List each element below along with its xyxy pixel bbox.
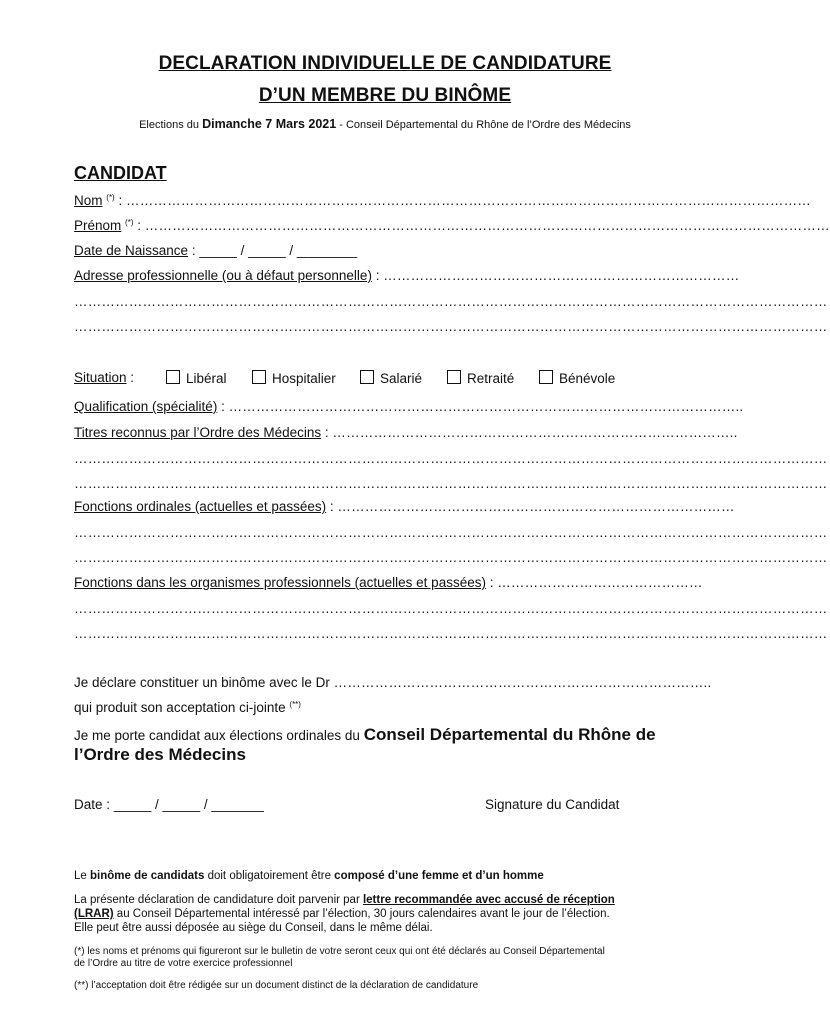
titres-line-2[interactable]: …………………………………………………………………………………………………………………………………………………	[74, 451, 828, 466]
checkbox-hospitalier[interactable]	[252, 370, 266, 384]
nom-label: Nom	[74, 193, 103, 208]
situation-label: Situation	[74, 370, 127, 385]
date-naissance-field[interactable]	[74, 243, 686, 258]
fonctions-colon: :	[326, 499, 338, 514]
fonctions-ordinales-dots: ……………………………………………………………………………	[337, 499, 735, 514]
fonctions-organismes-line-2[interactable]: …………………………………………………………………………………………………………………………………………………	[74, 601, 828, 616]
option-benevole-label: Bénévole	[559, 371, 616, 386]
qualification-field[interactable]	[74, 399, 744, 414]
nom-mark: (*)	[106, 193, 115, 202]
titres-label: Titres reconnus par l’Ordre des Médecins	[74, 425, 322, 440]
binome-note-mid: doit obligatoirement être	[204, 870, 335, 882]
titres-colon: :	[321, 425, 333, 440]
title-line-2: D’UN MEMBRE DU BINÔME	[258, 85, 512, 106]
titres-field[interactable]	[74, 425, 738, 440]
lrar-bold-2: (LRAR)	[74, 908, 114, 920]
fonctions-organismes-field[interactable]	[74, 575, 703, 590]
binome-dots: ………………………………………………………………………..	[333, 675, 712, 690]
checkbox-benevole[interactable]	[539, 370, 553, 384]
signature-label: Signature du Candidat	[485, 797, 620, 812]
checkbox-retraite[interactable]	[447, 370, 461, 384]
candidature-line-1	[74, 725, 686, 745]
situation-option-benevole[interactable]	[539, 370, 615, 386]
fonctions-organismes-line-3[interactable]: …………………………………………………………………………………………………………………………………………………	[74, 626, 828, 641]
section-title-candidat: CANDIDAT	[74, 163, 167, 183]
situation-colon: :	[126, 370, 135, 385]
prenom-mark: (*)	[125, 218, 134, 227]
organismes-colon: :	[485, 575, 498, 590]
prenom-dots: ……………………………………………………………………………………………………………………………………	[144, 218, 830, 233]
fonctions-ordinales-label: Fonctions ordinales (actuelles et passées)	[74, 499, 327, 514]
option-hospitalier-label: Hospitalier	[272, 371, 336, 386]
subtitle-prefix: Elections du	[139, 119, 203, 131]
adresse-colon: :	[371, 268, 384, 283]
fonctions-organismes-label: Fonctions dans les organismes professionnels (actuelles et passées)	[74, 575, 486, 590]
lrar-prefix: La présente déclaration de candidature doit parvenir par	[74, 894, 363, 906]
fonctions-ordinales-line-2[interactable]: …………………………………………………………………………………………………………………………………………………	[74, 525, 828, 540]
conseil-name-2: l’Ordre des Médecins	[74, 745, 246, 764]
situation-label-wrap	[74, 370, 134, 385]
situation-row	[74, 370, 694, 390]
situation-option-salarie[interactable]	[360, 370, 422, 386]
lrar-line-3: Elle peut être aussi déposée au siège du Conseil, dans le même délai.	[74, 922, 433, 934]
adresse-dots: ……………………………………………………………………	[383, 268, 740, 283]
date-field[interactable]: Date : _____ / _____ / _______	[74, 797, 264, 812]
subtitle-suffix: - Conseil Départemental du Rhône de l’Ordre des Médecins	[336, 119, 631, 131]
situation-option-retraite[interactable]	[447, 370, 514, 386]
adresse-field[interactable]	[74, 268, 740, 283]
title-line-1: DECLARATION INDIVIDUELLE DE CANDIDATURE	[158, 53, 612, 74]
adresse-label: Adresse professionnelle (ou à défaut personnelle)	[74, 268, 372, 283]
lrar-bold: lettre recommandée avec accusé de réception	[362, 894, 615, 906]
binome-note-bold-2: composé d’une femme et d’un homme	[334, 870, 544, 882]
checkbox-salarie[interactable]	[360, 370, 374, 384]
fonctions-ordinales-line-3[interactable]: …………………………………………………………………………………………………………………………………………………	[74, 550, 828, 565]
lrar-note	[74, 893, 694, 935]
date-naissance-value: : _____ / _____ / ________	[188, 243, 357, 258]
acceptation-text: qui produit son acceptation ci-jointe	[74, 700, 286, 715]
date-naissance-label: Date de Naissance	[74, 243, 189, 258]
prenom-field[interactable]	[74, 218, 830, 233]
titres-line-3[interactable]: …………………………………………………………………………………………………………………………………………………	[74, 476, 828, 491]
election-date: Dimanche 7 Mars 2021	[202, 117, 337, 131]
fonctions-ordinales-field[interactable]	[74, 499, 735, 514]
footnote-1	[74, 946, 694, 970]
nom-field[interactable]	[74, 193, 811, 208]
subtitle	[0, 117, 770, 131]
option-salarie-label: Salarié	[380, 371, 423, 386]
qualification-dots: …………………………………………………………………………………………………..	[228, 399, 744, 414]
candidature-line-2	[74, 745, 686, 765]
nom-dots: ……………………………………………………………………………………………………………………………………	[126, 193, 811, 208]
nom-colon: :	[114, 193, 126, 208]
footnote-1-line-2: de l’Ordre au titre de votre exercice professionnel	[74, 958, 293, 969]
prenom-label: Prénom	[74, 218, 122, 233]
conseil-name-1: Conseil Départemental du Rhône de	[363, 725, 656, 744]
qualification-label: Qualification (spécialité)	[74, 399, 218, 414]
binome-text: Je déclare constituer un binôme avec le Dr	[74, 675, 334, 690]
lrar-rest: au Conseil Départemental intéressé par l’élection, 30 jours calendaires avant le jour de l’élection.	[113, 908, 610, 920]
checkbox-liberal[interactable]	[166, 370, 180, 384]
situation-option-liberal[interactable]	[166, 370, 227, 386]
candidature-text: Je me porte candidat aux élections ordinales du	[74, 728, 364, 743]
acceptation-mark: (**)	[289, 700, 301, 709]
footnote-2: (**) l’acceptation doit être rédigée sur un document distinct de la déclaration de candidature	[74, 980, 479, 991]
adresse-line-2[interactable]: …………………………………………………………………………………………………………………………………………………	[74, 294, 828, 309]
footnote-1-line-1: (*) les noms et prénoms qui figureront sur le bulletin de votre seront ceux qui ont été déclarés au Conseil Départemental	[74, 946, 605, 957]
adresse-line-3[interactable]: …………………………………………………………………………………………………………………………………………………	[74, 319, 828, 334]
qualification-colon: :	[217, 399, 229, 414]
binome-note	[74, 869, 694, 883]
binome-note-prefix: Le	[74, 870, 90, 882]
acceptation-line	[74, 700, 686, 715]
situation-option-hospitalier[interactable]	[252, 370, 336, 386]
prenom-colon: :	[133, 218, 145, 233]
option-liberal-label: Libéral	[186, 371, 227, 386]
binome-note-bold: binôme de candidats	[90, 870, 205, 882]
option-retraite-label: Retraité	[467, 371, 515, 386]
binome-field[interactable]	[74, 675, 712, 690]
titres-dots: ……………………………………………………………………………..	[332, 425, 738, 440]
fonctions-organismes-dots: ………………………………………	[497, 575, 703, 590]
